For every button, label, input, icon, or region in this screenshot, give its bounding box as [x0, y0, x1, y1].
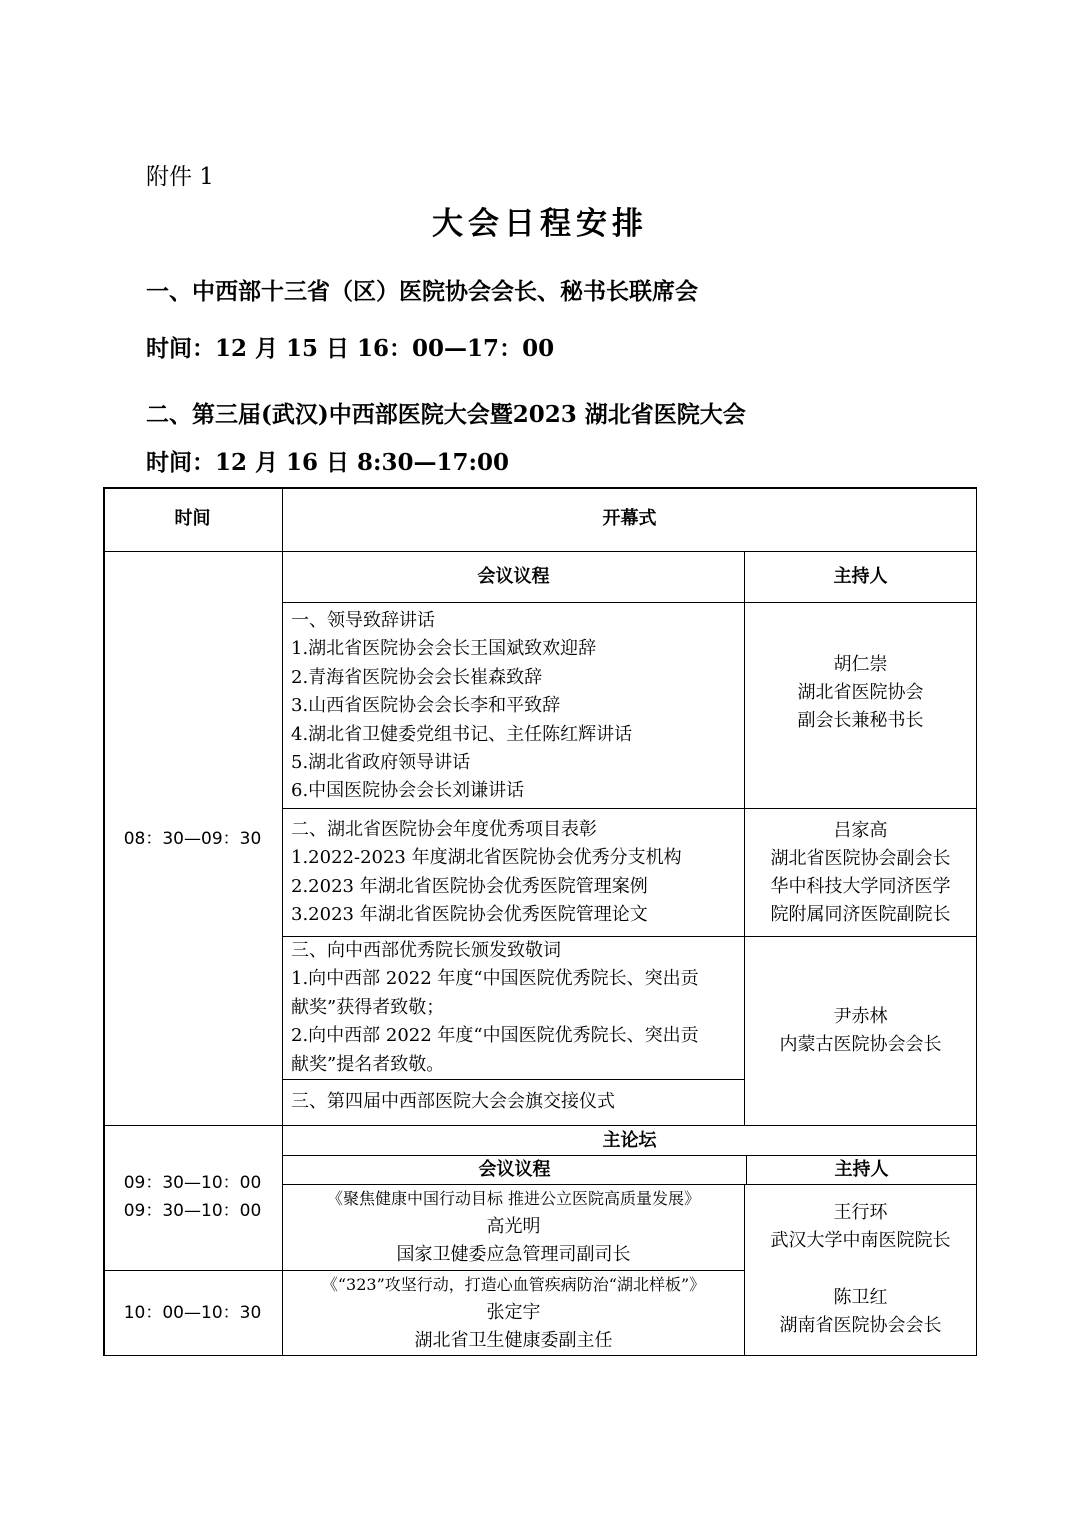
host-block-3: [745, 937, 976, 1125]
forum-talk-1: [283, 1184, 744, 1270]
agenda-line: 一、领导致辞讲话: [291, 610, 435, 631]
agenda-line: 1.向中西部 2022 年度“中国医院优秀院长、突出贡: [291, 968, 699, 990]
host-name: 王行环: [833, 1202, 888, 1223]
opening-time: 08：30—09：30: [123, 828, 262, 849]
host-title: 武汉大学中南医院院长: [770, 1230, 951, 1251]
host-title: 华中科技大学同济医学: [770, 875, 951, 897]
talk-title: 《“323”攻坚行动，打造心血管疾病防治“湖北样板”》: [321, 1275, 706, 1294]
host-title: 湖北省医院协会: [797, 682, 924, 703]
host-block-1: [745, 603, 976, 783]
opening-agenda-header: 会议议程: [477, 566, 550, 587]
agenda-line: 三、向中西部优秀院长颁发致敬词: [291, 940, 561, 961]
speaker-name: 张定宇: [486, 1302, 541, 1323]
host-name: 胡仁崇: [833, 654, 888, 675]
agenda-line: 6.中国医院协会会长刘谦讲话: [291, 780, 525, 802]
opening-host-header: 主持人: [833, 566, 888, 587]
section2-heading: 二、第三届(武汉)中西部医院大会暨2023 湖北省医院大会: [146, 401, 746, 428]
agenda-block-2: [291, 816, 682, 930]
host-title: 湖南省医院协会会长: [779, 1315, 942, 1336]
speaker-name: 高光明: [486, 1216, 541, 1237]
host-title: 内蒙古医院协会会长: [779, 1034, 942, 1055]
speaker-position: 湖北省卫生健康委副主任: [414, 1330, 613, 1351]
time-slot: 09：30—10：00: [123, 1173, 262, 1193]
forum-host-1: [745, 1199, 976, 1255]
section1-heading: 一、中西部十三省（区）医院协会会长、秘书长联席会: [146, 278, 698, 305]
agenda-line: 1.2022-2023 年度湖北省医院协会优秀分支机构: [291, 847, 682, 869]
forum-time-2: 10：00—10：30: [123, 1303, 262, 1323]
forum-host-2: [745, 1284, 976, 1340]
host-title: 副会长兼秘书长: [797, 710, 924, 731]
section1-time: 时间：12 月 15 日 16：00—17：00: [146, 335, 555, 362]
host-title: 湖北省医院协会副会长: [770, 847, 951, 869]
agenda-line: 2.2023 年湖北省医院协会优秀医院管理案例: [291, 875, 648, 897]
forum-host-header: 主持人: [834, 1159, 889, 1180]
opening-title: 开幕式: [602, 508, 657, 529]
forum-title: 主论坛: [602, 1129, 657, 1151]
agenda-line: 4.湖北省卫健委党组书记、主任陈红辉讲话: [291, 723, 633, 745]
attachment-label: 附件 1: [146, 164, 214, 190]
agenda-line: 2.青海省医院协会会长崔森致辞: [291, 666, 543, 688]
agenda-line: 3.山西省医院协会会长李和平致辞: [291, 695, 561, 717]
forum-agenda-header: 会议议程: [478, 1159, 551, 1180]
agenda-flag-handover: 三、第四届中西部医院大会会旗交接仪式: [291, 1091, 615, 1112]
agenda-line: 献奖”获得者致敬；: [291, 996, 445, 1018]
time-slot: 09：30—10：00: [123, 1201, 262, 1221]
speaker-position: 国家卫健委应急管理司副司长: [396, 1244, 631, 1265]
schedule-table: [103, 487, 977, 1356]
forum-talk-2: [283, 1271, 744, 1355]
section2-time: 时间：12 月 16 日 8:30—17:00: [146, 449, 510, 476]
agenda-line: 2.向中西部 2022 年度“中国医院优秀院长、突出贡: [291, 1025, 699, 1047]
agenda-line: 5.湖北省政府领导讲话: [291, 752, 471, 774]
agenda-line: 献奖”提名者致敬。: [291, 1053, 445, 1075]
agenda-block-1: [291, 607, 632, 806]
page-title: 大会日程安排: [432, 206, 648, 242]
host-name: 陈卫红: [833, 1287, 888, 1308]
host-name: 吕家高: [833, 819, 888, 841]
agenda-line: 3.2023 年湖北省医院协会优秀医院管理论文: [291, 904, 648, 926]
talk-title: 《聚焦健康中国行动目标 推进公立医院高质量发展》: [326, 1189, 701, 1208]
agenda-block-3: [291, 937, 699, 1079]
time-column-header: 时间: [174, 508, 211, 529]
host-title: 院附属同济医院副院长: [770, 903, 951, 925]
agenda-line: 1.湖北省医院协会会长王国斌致欢迎辞: [291, 638, 597, 660]
host-name: 尹赤林: [833, 1006, 888, 1027]
agenda-line: 二、湖北省医院协会年度优秀项目表彰: [291, 819, 597, 840]
host-block-2: [745, 809, 976, 936]
forum-time-1: [103, 1169, 282, 1225]
